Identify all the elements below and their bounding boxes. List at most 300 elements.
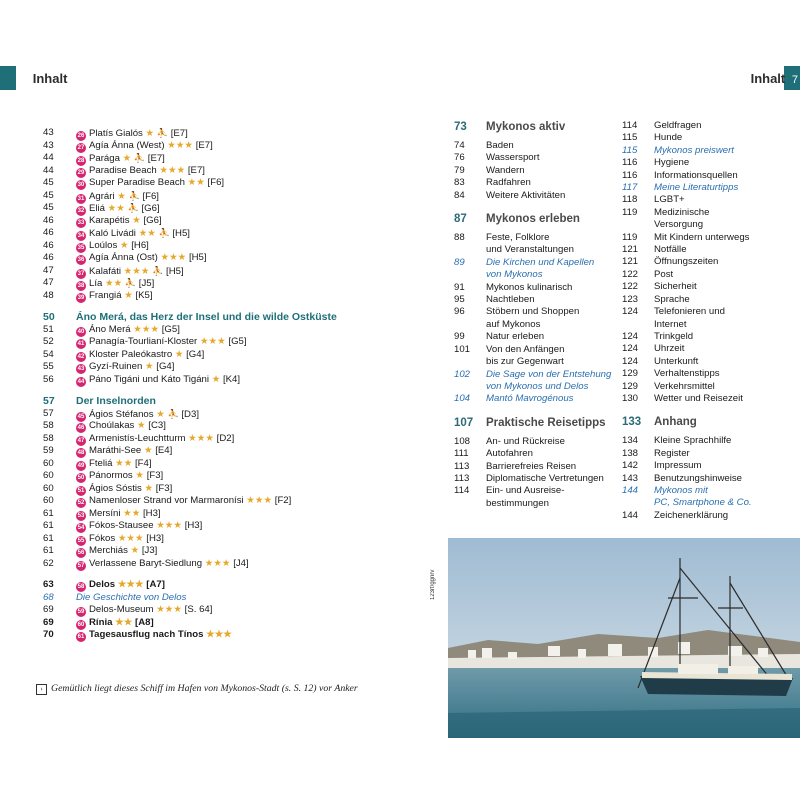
map-grid-reference: [H3] [143, 507, 161, 519]
toc-entry[interactable] [43, 202, 423, 215]
toc-entry[interactable] [43, 520, 423, 533]
toc-entry[interactable] [454, 306, 614, 318]
photo-credit: 123rf/ggnrv [430, 569, 436, 600]
toc-entry-text [76, 336, 247, 349]
toc-page-number: 119 [622, 231, 638, 243]
toc-page-number: 45 [43, 189, 54, 201]
toc-page-number: 108 [454, 435, 471, 447]
place-number-badge: 45 [77, 413, 85, 420]
toc-page-number: 124 [622, 330, 639, 342]
toc-entry[interactable] [454, 498, 614, 510]
rating-stars-icon: ★ [124, 289, 133, 301]
rating-stars-icon: ★★ [187, 177, 205, 188]
harbor-photo [448, 538, 800, 738]
toc-entry[interactable] [43, 374, 423, 387]
toc-page-number: 60 [43, 457, 54, 469]
toc-entry[interactable] [454, 232, 614, 244]
map-grid-reference: [H6] [131, 239, 149, 251]
toc-entry-text: Unterkunft [654, 355, 699, 367]
right-toc-col1 [454, 118, 614, 510]
toc-page-number [454, 381, 486, 393]
toc-entry[interactable] [622, 244, 798, 256]
toc-page-number: 70 [43, 629, 54, 640]
toc-entry[interactable] [43, 165, 423, 178]
toc-page-number: 115 [622, 132, 638, 144]
toc-section-inselnorden[interactable]: 57 Der Inselnorden [43, 395, 156, 407]
toc-entry[interactable] [622, 194, 798, 206]
toc-entry[interactable] [622, 219, 798, 231]
toc-entry[interactable] [622, 473, 798, 485]
toc-section-reisetipps[interactable]: 107 Praktische Reisetipps [454, 416, 606, 429]
toc-entry[interactable] [622, 460, 798, 472]
toc-page-number: 114 [622, 120, 638, 131]
toc-entry[interactable] [454, 269, 614, 281]
toc-entry[interactable] [454, 294, 614, 306]
toc-entry-text: Autofahren [486, 448, 533, 460]
toc-entry-text: Wassersport [486, 152, 540, 164]
rating-stars-icon: ★★★ [117, 579, 144, 590]
toc-entry[interactable] [43, 290, 423, 303]
toc-entry-text: Verkehrsmittel [654, 380, 715, 392]
place-number-badge: 33 [77, 219, 85, 226]
toc-page-number: 113 [454, 460, 470, 472]
toc-entry[interactable] [622, 294, 798, 306]
toc-page-number: 56 [43, 373, 54, 385]
toc-entry[interactable] [43, 152, 423, 165]
place-number-badge: 35 [77, 244, 85, 251]
toc-entry[interactable] [622, 256, 798, 268]
place-number-badge: 43 [77, 366, 85, 372]
rating-stars-icon: ★★★ [159, 164, 186, 176]
toc-list-mykonos-erleben [454, 232, 614, 406]
toc-page-number: 124 [622, 355, 639, 367]
toc-entry[interactable] [43, 545, 423, 558]
toc-entry[interactable] [43, 604, 423, 617]
toc-list-reisetipps-cont [622, 120, 798, 405]
map-grid-reference: [F3] [146, 470, 164, 481]
toc-page-number: 52 [43, 336, 54, 347]
toc-page-number: 143 [622, 472, 639, 484]
toc-entry-text: Verhaltenstipps [654, 368, 720, 380]
toc-entry[interactable] [43, 177, 423, 190]
toc-page-number: 96 [454, 306, 465, 318]
toc-section-anhang[interactable]: 133 Anhang [622, 416, 697, 429]
toc-entry-text: Baden [486, 140, 514, 151]
toc-page-number: 124 [622, 343, 639, 355]
toc-entry[interactable] [454, 257, 614, 269]
toc-page-number: 122 [622, 268, 639, 280]
toc-page-number: 89 [454, 256, 465, 268]
place-number-badge: 28 [77, 158, 85, 164]
toc-page-number: 51 [43, 323, 54, 335]
place-name: Kaló Livádi [89, 228, 136, 239]
toc-entry-text [76, 579, 165, 592]
toc-entry-text [76, 215, 162, 228]
toc-entry[interactable] [622, 120, 798, 132]
toc-entry[interactable] [43, 324, 423, 337]
toc-page-number: 118 [622, 194, 638, 206]
toc-page-number: 115 [622, 144, 638, 156]
place-name: Armenistís-Leuchtturm [89, 432, 186, 444]
place-name: Paradise Beach [89, 164, 157, 176]
toc-page-number: 60 [43, 470, 54, 481]
place-name: Merchiás [89, 545, 128, 556]
rating-stars-icon: ★ [144, 482, 154, 494]
map-grid-reference: [D2] [216, 432, 235, 444]
toc-entry[interactable] [454, 282, 614, 294]
map-grid-reference: [E7] [170, 128, 188, 139]
toc-entry-text: Meine Literaturtipps [654, 182, 739, 194]
toc-section-ano-mera[interactable]: 50 Áno Merá, das Herz der Insel und die wilde Ostküste [43, 311, 337, 323]
place-number-badge: 59 [77, 609, 85, 615]
place-name: Parága [89, 153, 120, 164]
toc-entry[interactable] [622, 497, 798, 509]
map-grid-reference: [A8] [135, 616, 154, 628]
place-number-badge: 31 [77, 195, 85, 202]
toc-page-number: 129 [622, 368, 639, 380]
toc-entry[interactable] [622, 157, 798, 169]
rating-stars-icon: ★★ [115, 616, 133, 628]
toc-entry-text: Geldfragen [654, 120, 702, 131]
rating-stars-icon: ★ [117, 190, 126, 202]
map-grid-reference: [J4] [233, 557, 249, 569]
toc-entry[interactable] [43, 361, 423, 374]
left-header [20, 71, 67, 86]
child-friendly-icon: ⛹ [156, 128, 169, 138]
toc-entry[interactable] [43, 336, 423, 349]
toc-page-number: 54 [43, 348, 54, 360]
toc-entry-text: Mykonos kulinarisch [486, 281, 573, 293]
toc-entry[interactable] [454, 165, 614, 177]
toc-entry[interactable] [43, 433, 423, 446]
rating-stars-icon: ★★★ [160, 252, 187, 263]
place-number-badge: 46 [77, 425, 85, 431]
toc-entry[interactable] [454, 381, 614, 393]
toc-group-inselnorden [43, 408, 423, 571]
place-number-badge: 51 [77, 487, 85, 494]
toc-entry-text [76, 290, 153, 303]
right-header-title: Inhalt [750, 71, 786, 86]
toc-page-number: 99 [454, 331, 465, 343]
place-name: Kalafáti [89, 265, 121, 277]
rating-stars-icon: ★ [132, 214, 141, 226]
place-name: Die Geschichte von Delos [76, 591, 187, 603]
toc-entry-text [76, 508, 161, 521]
toc-entry[interactable] [43, 408, 423, 421]
child-friendly-icon: ⛹ [128, 190, 140, 201]
map-grid-reference: [G6] [141, 203, 160, 214]
toc-entry-text [76, 349, 204, 362]
toc-entry-text: Wetter und Reisezeit [654, 392, 743, 404]
toc-entry-text [76, 433, 234, 446]
toc-entry[interactable] [622, 281, 798, 293]
rating-stars-icon: ★★ [123, 507, 141, 519]
toc-entry-text: und Veranstaltungen [486, 244, 575, 256]
toc-entry-text: Mantó Mavrogénous [486, 393, 574, 405]
toc-entry[interactable] [43, 579, 423, 592]
place-number-badge: 52 [77, 500, 85, 506]
place-number-badge: 38 [77, 283, 85, 289]
place-number-badge: 27 [77, 144, 85, 151]
place-number-badge: 42 [77, 353, 85, 360]
place-name: Frangiá [89, 289, 122, 301]
toc-entry[interactable] [43, 458, 423, 471]
place-number-badge: 26 [77, 133, 85, 139]
map-grid-reference: [C3] [148, 420, 166, 431]
toc-entry[interactable] [43, 533, 423, 546]
toc-page-number: 124 [622, 306, 639, 318]
toc-entry-text: Trinkgeld [654, 330, 694, 342]
toc-entry-text [76, 483, 172, 496]
rating-stars-icon: ★ [137, 420, 146, 431]
place-number-badge: 58 [77, 584, 85, 590]
toc-page-number [454, 244, 486, 256]
map-grid-reference: [F2] [274, 495, 292, 506]
toc-entry[interactable] [454, 190, 614, 202]
toc-entry[interactable] [43, 483, 423, 496]
toc-page-number [454, 356, 486, 368]
map-grid-reference: [F6] [142, 190, 159, 202]
place-number-badge: 56 [77, 550, 85, 556]
toc-entry[interactable] [43, 127, 423, 140]
rating-stars-icon: ★ [135, 470, 145, 481]
toc-page-number: 44 [43, 164, 54, 176]
toc-entry-text: Mit Kindern unterwegs [654, 231, 750, 243]
place-number-badge: 47 [77, 437, 85, 444]
rating-stars-icon: ★★★ [123, 265, 150, 277]
toc-entry[interactable] [454, 461, 614, 473]
place-number-badge: 37 [77, 270, 85, 277]
toc-entry[interactable] [454, 177, 614, 189]
rating-stars-icon: ★ [130, 545, 140, 556]
toc-entry-text: Ein- und Ausreise- [486, 485, 565, 497]
toc-entry[interactable] [622, 269, 798, 281]
toc-entry[interactable] [622, 343, 798, 355]
place-name: Namenloser Strand vor Marmaronísi [89, 495, 244, 506]
place-name: Super Paradise Beach [89, 177, 185, 188]
toc-entry-text: Hygiene [654, 157, 690, 169]
toc-entry[interactable] [454, 436, 614, 448]
toc-entry[interactable] [622, 145, 798, 157]
toc-entry-text: Zeichenerklärung [654, 509, 729, 521]
place-name: Maráthi-See [89, 445, 142, 456]
toc-entry-text [76, 252, 207, 265]
toc-entry-text: Sprache [654, 293, 690, 305]
toc-entry[interactable] [454, 369, 614, 381]
toc-entry[interactable] [43, 252, 423, 265]
map-grid-reference: [G5] [228, 336, 247, 347]
toc-entry[interactable] [454, 244, 614, 256]
rating-stars-icon: ★★★ [133, 323, 160, 335]
toc-entry[interactable] [622, 485, 798, 497]
place-number-badge: 55 [77, 537, 85, 544]
toc-page-number: 69 [43, 616, 54, 628]
toc-entry[interactable] [454, 140, 614, 152]
toc-page-number: 58 [43, 420, 54, 431]
toc-entry[interactable] [454, 152, 614, 164]
toc-entry[interactable] [43, 508, 423, 521]
toc-entry[interactable] [622, 182, 798, 194]
map-grid-reference: [G6] [143, 214, 162, 226]
toc-page-number: 48 [43, 289, 54, 301]
toc-entry[interactable] [622, 435, 798, 447]
toc-entry[interactable] [43, 470, 423, 483]
toc-entry[interactable] [454, 473, 614, 485]
rating-stars-icon: ★★★ [188, 432, 214, 444]
toc-entry-text [76, 324, 180, 337]
toc-entry[interactable] [622, 232, 798, 244]
toc-entry-text [76, 240, 149, 253]
toc-entry[interactable] [622, 393, 798, 405]
map-grid-reference: [E4] [155, 445, 173, 456]
toc-entry[interactable] [43, 140, 423, 153]
toc-entry-text: PC, Smartphone & Co. [654, 497, 752, 509]
harbor-photo-image [448, 538, 800, 738]
toc-entry-text [76, 177, 224, 190]
toc-entry-text: Informationsquellen [654, 169, 738, 181]
place-name: Lía [89, 278, 103, 289]
toc-entry[interactable] [43, 617, 423, 630]
toc-entry-text: Öffnungszeiten [654, 256, 719, 268]
toc-entry[interactable] [454, 448, 614, 460]
toc-page-number: 45 [43, 177, 54, 188]
toc-page-number: 121 [622, 256, 639, 268]
toc-entry-text: Weitere Aktivitäten [486, 189, 566, 201]
toc-page-number: 114 [454, 485, 470, 497]
toc-entry[interactable] [622, 319, 798, 331]
rating-stars-icon: ★★★ [204, 557, 231, 569]
toc-entry-text: Die Kirchen und Kapellen [486, 256, 595, 268]
toc-entry-text: von Mykonos und Delos [486, 380, 589, 392]
toc-entry-text [76, 202, 160, 215]
toc-page-number [622, 319, 654, 331]
toc-entry[interactable] [454, 344, 614, 356]
map-grid-reference: [H3] [146, 532, 164, 544]
rating-stars-icon: ★ [174, 348, 184, 360]
toc-entry[interactable] [43, 558, 423, 571]
toc-entry[interactable] [43, 240, 423, 253]
place-name: Mersíni [89, 507, 121, 519]
right-toc-col2 [622, 120, 798, 522]
toc-entry[interactable] [622, 510, 798, 522]
toc-page-number: 76 [454, 152, 465, 164]
toc-entry[interactable] [622, 132, 798, 144]
toc-page-number: 104 [454, 393, 471, 405]
toc-section-mykonos-erleben[interactable]: 87 Mykonos erleben [454, 213, 580, 226]
toc-entry[interactable] [622, 368, 798, 380]
toc-entry-text [76, 458, 152, 471]
toc-page-number: 111 [454, 448, 469, 460]
toc-entry[interactable] [43, 190, 423, 203]
toc-entry[interactable] [43, 277, 423, 290]
toc-entry[interactable] [622, 170, 798, 182]
toc-entry-text [76, 520, 202, 533]
toc-page-number: 46 [43, 227, 54, 238]
toc-page-number: 43 [43, 139, 54, 151]
toc-entry[interactable] [43, 215, 423, 228]
toc-page-number: 83 [454, 177, 465, 189]
toc-entry-text: Natur erleben [486, 331, 545, 343]
toc-entry[interactable] [454, 331, 614, 343]
toc-entry-text [76, 558, 249, 571]
right-header [751, 71, 798, 86]
place-name: Choúlakas [89, 420, 135, 431]
toc-entry[interactable] [43, 445, 423, 458]
toc-entry[interactable] [622, 356, 798, 368]
place-name: Tagesausflug nach Tínos [89, 629, 204, 640]
toc-page-number: 61 [43, 520, 54, 531]
toc-entry-text [76, 445, 172, 458]
child-friendly-icon: ⛹ [167, 408, 179, 419]
map-grid-reference: [E7] [187, 164, 205, 176]
map-grid-reference: [H5] [172, 228, 190, 239]
toc-page-number: 123 [622, 293, 639, 305]
toc-entry-text [76, 629, 232, 642]
toc-page-number [622, 219, 654, 231]
toc-section-mykonos-aktiv[interactable]: 73 Mykonos aktiv [454, 121, 566, 133]
toc-entry[interactable] [43, 227, 423, 240]
map-grid-reference: [H3] [184, 520, 203, 531]
toc-entry[interactable] [622, 306, 798, 318]
toc-page-number [622, 497, 654, 509]
toc-entry-text: Mykonos preiswert [654, 144, 734, 156]
place-name: Fókos [89, 532, 116, 544]
place-name: Eliá [89, 203, 105, 214]
place-number-badge: 29 [77, 169, 85, 176]
place-number-badge: 44 [77, 378, 85, 385]
place-name: Verlassene Baryt-Siedlung [89, 557, 203, 569]
toc-entry[interactable] [43, 349, 423, 362]
toc-entry[interactable] [454, 356, 614, 368]
toc-entry[interactable] [454, 485, 614, 497]
place-number-badge: 53 [77, 512, 85, 519]
rating-stars-icon: ★★★ [156, 520, 183, 531]
place-name: Panagía-Tourlianí-Kloster [89, 336, 198, 347]
toc-entry-text: Versorgung [654, 219, 704, 231]
toc-page-number: 68 [43, 591, 54, 603]
toc-entry[interactable] [43, 592, 423, 605]
toc-entry[interactable] [622, 207, 798, 219]
place-name: Delos-Museum [89, 604, 154, 615]
toc-entry-text: Barrierefreies Reisen [486, 460, 577, 472]
map-grid-reference: [H5] [188, 252, 207, 263]
toc-entry-text: Kleine Sprachhilfe [654, 435, 732, 447]
place-number-badge: 48 [77, 450, 85, 456]
caption-arrow-icon: › [36, 684, 47, 695]
toc-page-number: 84 [454, 189, 465, 201]
toc-page-number: 61 [43, 532, 54, 544]
rating-stars-icon: ★★ [138, 228, 156, 239]
toc-entry[interactable] [43, 420, 423, 433]
place-name: Áno Merá [89, 323, 131, 335]
toc-entry[interactable] [622, 381, 798, 393]
toc-entry[interactable] [454, 319, 614, 331]
toc-entry-text: Von den Anfängen [486, 343, 565, 355]
toc-entry[interactable] [43, 265, 423, 278]
place-name: Loúlos [89, 239, 118, 251]
toc-entry-text: Benutzungshinweise [654, 472, 743, 484]
toc-entry[interactable] [454, 393, 614, 405]
toc-entry[interactable] [622, 331, 798, 343]
toc-entry[interactable] [43, 629, 423, 642]
toc-entry[interactable] [43, 495, 423, 508]
toc-entry[interactable] [622, 448, 798, 460]
rating-stars-icon: ★ [143, 445, 153, 456]
child-friendly-icon: ⛹ [158, 228, 170, 238]
rating-stars-icon: ★★★ [167, 139, 194, 151]
place-number-badge: 32 [77, 208, 85, 214]
map-grid-reference: [G5] [161, 323, 180, 335]
